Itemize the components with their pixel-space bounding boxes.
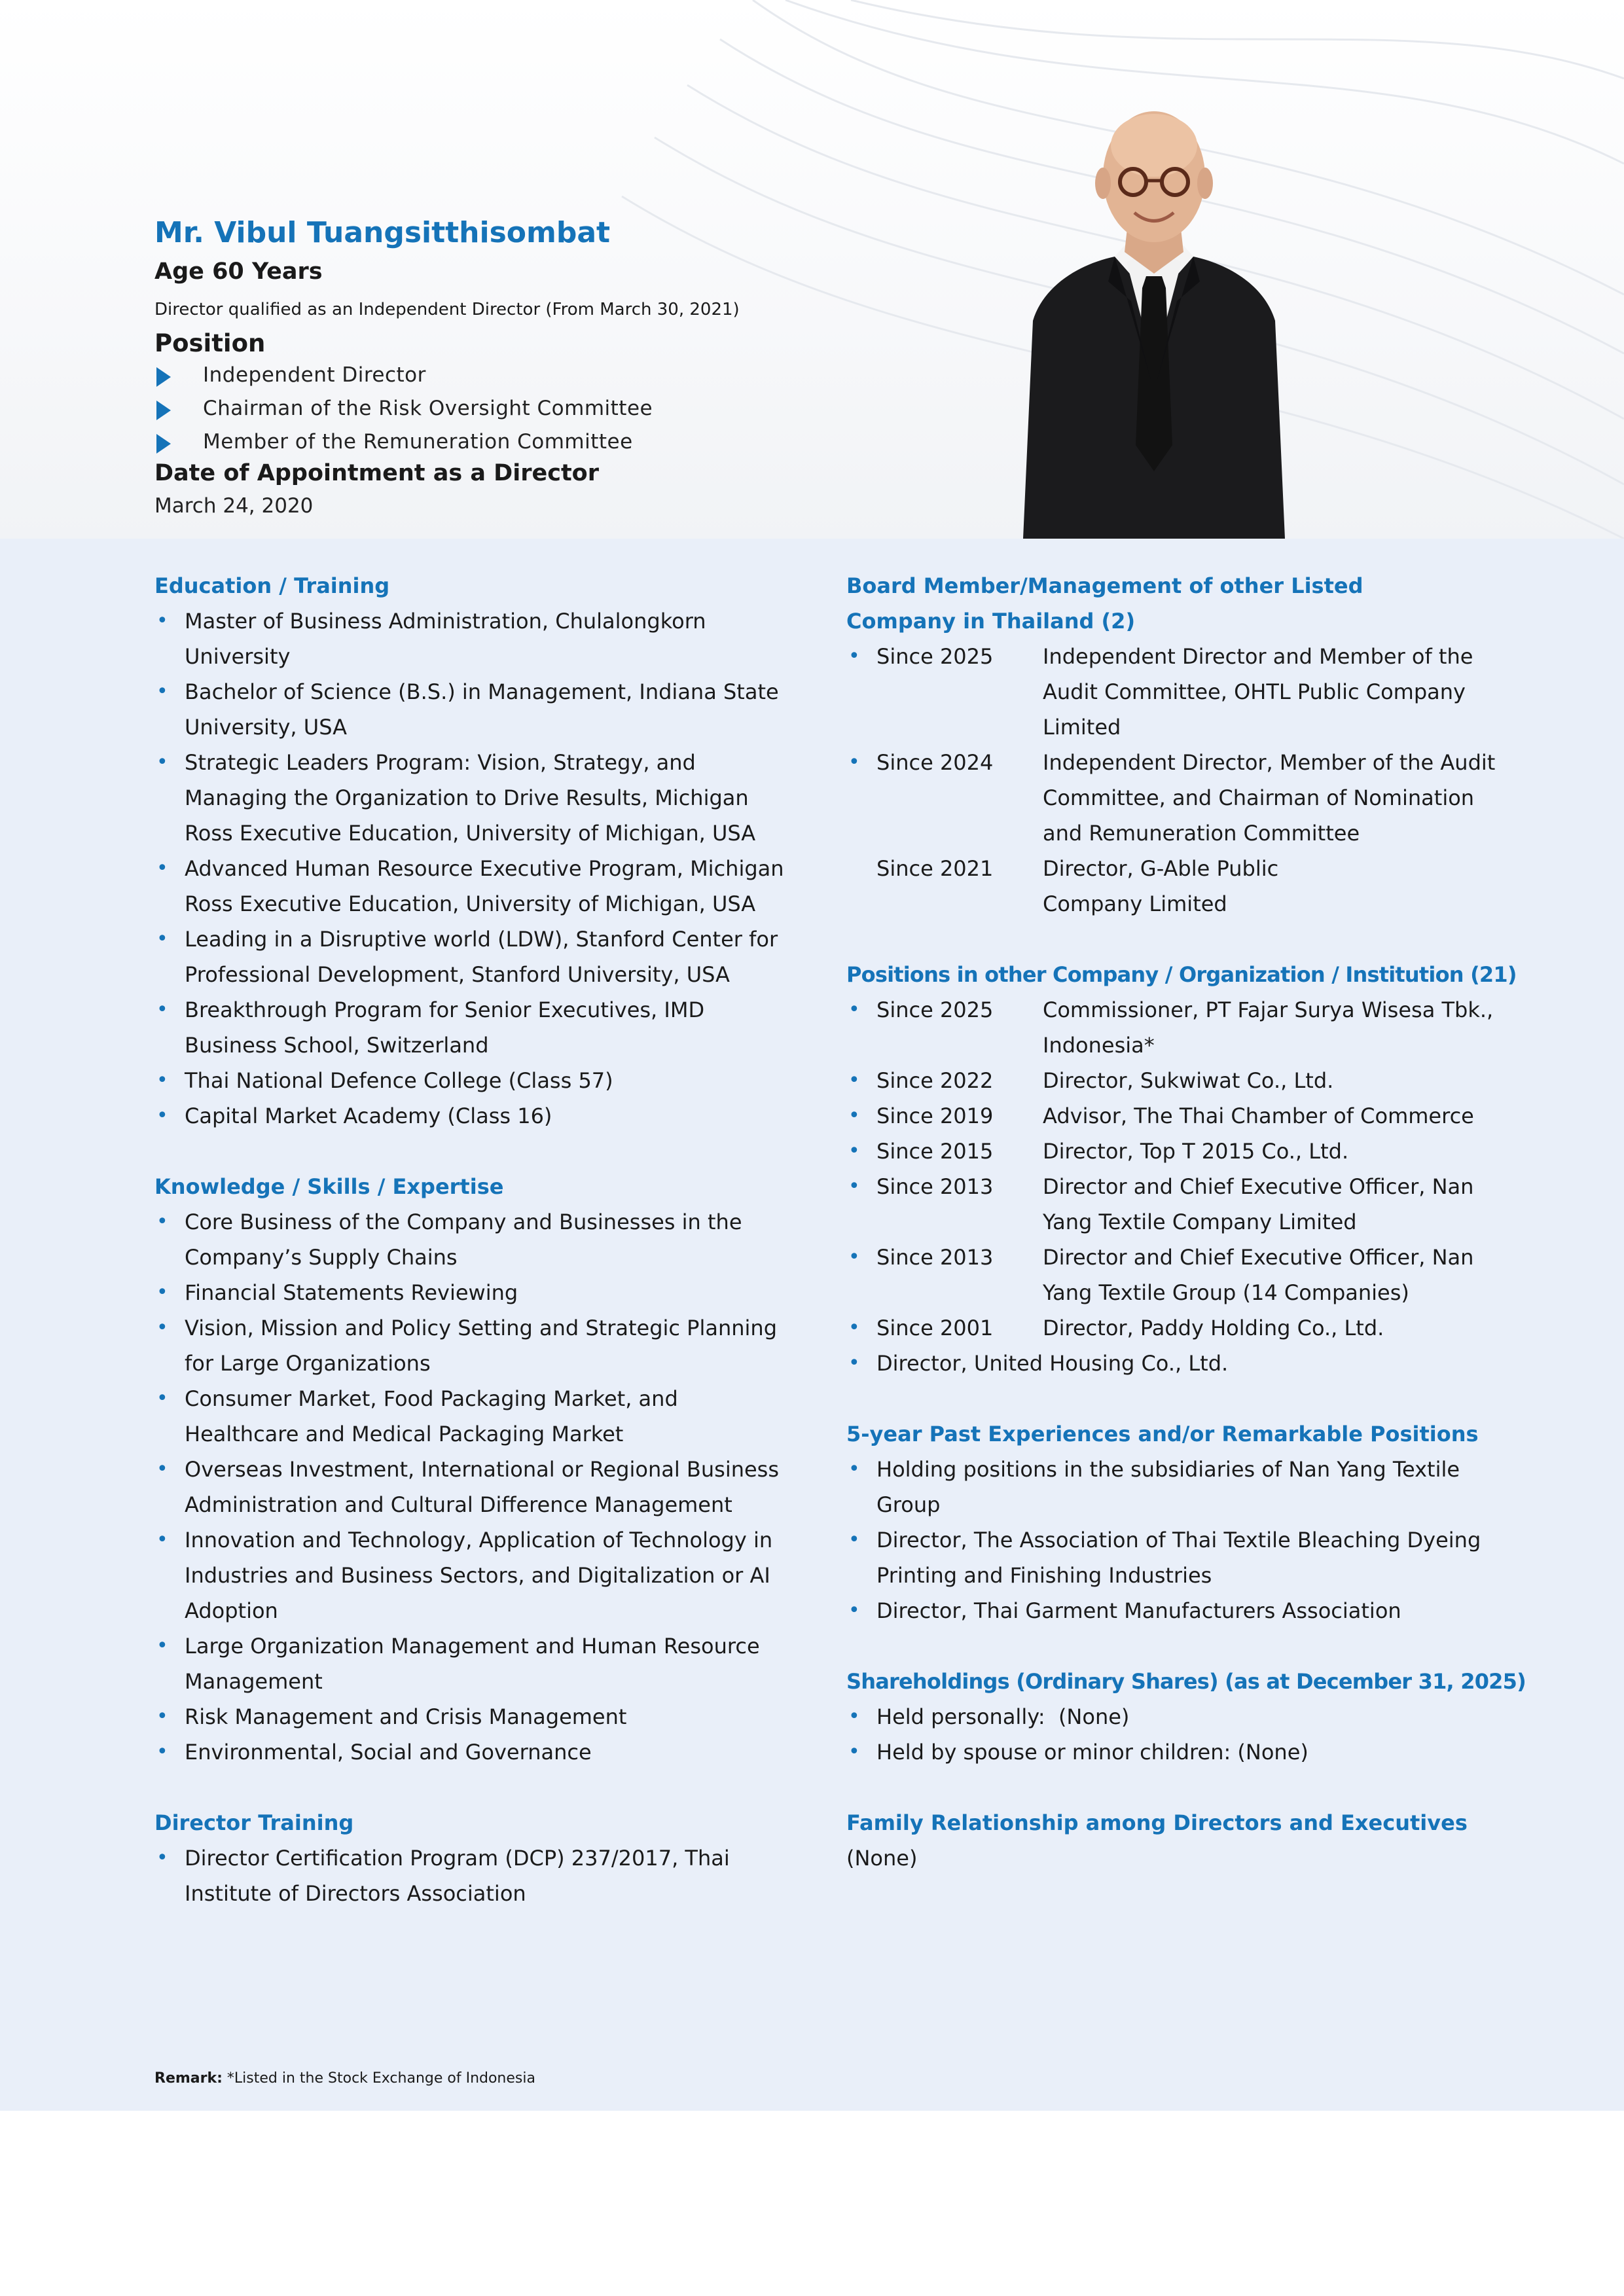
triangle-bullet-icon <box>156 434 171 454</box>
list-item: • Master of Business Administration, Chulalongkorn University <box>154 603 789 674</box>
position-item: Independent Director <box>154 363 653 397</box>
list-item: • Overseas Investment, International or Regional Business Administration and Cultural Difference Management <box>154 1452 789 1522</box>
bullet-icon: • <box>156 1740 168 1763</box>
list-item: • Held personally: (None) <box>846 1699 1501 1734</box>
triangle-bullet-icon <box>156 401 171 420</box>
triangle-bullet-icon <box>156 367 171 387</box>
list-item: • Innovation and Technology, Application of Technology in Industries and Business Sectors, and Digitalization or AI Adoption <box>154 1522 789 1628</box>
list-item: Since 2021 Director, G-Able Public Company Limited <box>876 856 1279 916</box>
bullet-icon: • <box>156 751 168 774</box>
director-age: Age 60 Years <box>154 259 323 285</box>
bullet-icon: • <box>848 1246 860 1268</box>
bullet-icon: • <box>848 1352 860 1374</box>
bullet-icon: • <box>848 1104 860 1127</box>
education-list <box>154 603 789 1134</box>
bullet-icon: • <box>848 1069 860 1092</box>
list-item: • Since 2001 Director, Paddy Holding Co., Ltd. <box>846 1310 1501 1346</box>
list-item: • Since 2013 Director and Chief Executive Officer, Nan Yang Textile Company Limited <box>846 1169 1501 1240</box>
bullet-icon: • <box>156 1705 168 1728</box>
remark-label: Remark: <box>154 2070 223 2087</box>
list-item: • Since 2019 Advisor, The Thai Chamber of Commerce <box>846 1098 1501 1134</box>
past-experience-heading: 5-year Past Experiences and/or Remarkable Positions <box>846 1422 1479 1446</box>
bullet-icon: • <box>848 1175 860 1198</box>
other-positions-list <box>846 992 1501 1381</box>
list-item: • Since 2025 Independent Director and Member of the Audit Committee, OHTL Public Company Limited <box>846 639 1501 745</box>
education-heading: Education / Training <box>154 573 390 598</box>
left-column <box>154 568 789 1911</box>
director-name: Mr. Vibul Tuangsitthisombat <box>154 216 611 249</box>
remark-text: *Listed in the Stock Exchange of Indonesia <box>222 2070 535 2087</box>
director-portrait <box>1017 105 1291 539</box>
family-relationship-heading: Family Relationship among Directors and Executives <box>846 1810 1468 1835</box>
list-item: • Director, Thai Garment Manufacturers Association <box>846 1593 1501 1628</box>
bullet-icon: • <box>156 1104 168 1127</box>
family-relationship-value: (None) <box>846 1846 918 1871</box>
bullet-icon: • <box>848 1316 860 1339</box>
bullet-icon: • <box>156 857 168 880</box>
bullet-icon: • <box>156 927 168 950</box>
list-item: • Since 2013 Director and Chief Executive Officer, Nan Yang Textile Group (14 Companies) <box>846 1240 1501 1310</box>
bullet-icon: • <box>848 1740 860 1763</box>
bullet-icon: • <box>156 609 168 632</box>
list-item: • Consumer Market, Food Packaging Market, and Healthcare and Medical Packaging Market <box>154 1381 789 1452</box>
position-heading: Position <box>154 329 266 357</box>
appointment-date: March 24, 2020 <box>154 494 314 518</box>
other-positions-heading: Positions in other Company / Organization / Institution (21) <box>846 962 1517 987</box>
bullet-icon: • <box>848 1139 860 1162</box>
bullet-icon: • <box>156 680 168 703</box>
bullet-icon: • <box>156 1528 168 1551</box>
bullet-icon: • <box>156 1387 168 1410</box>
bullet-icon: • <box>156 1069 168 1092</box>
bullet-icon: • <box>156 1281 168 1304</box>
past-experience-list <box>846 1452 1501 1628</box>
list-item: • Since 2015 Director, Top T 2015 Co., Ltd. <box>846 1134 1501 1169</box>
knowledge-heading: Knowledge / Skills / Expertise <box>154 1174 504 1199</box>
bullet-icon: • <box>156 1316 168 1339</box>
list-item: • Since 2022 Director, Sukwiwat Co., Ltd. <box>846 1063 1501 1098</box>
list-item: • Since 2024 Independent Director, Member of the Audit Committee, and Chairman of Nomination and Remuneration Committee <box>846 745 1501 851</box>
listed-company-list <box>846 639 1501 922</box>
listed-company-heading: Board Member/Management of other Listed Company in Thailand (2) <box>846 573 1363 634</box>
shareholdings-list <box>846 1699 1501 1770</box>
bullet-icon: • <box>848 1599 860 1622</box>
bullet-icon: • <box>848 751 860 774</box>
bullet-icon: • <box>156 1458 168 1480</box>
director-training-list <box>154 1840 789 1911</box>
list-item: • Director, The Association of Thai Textile Bleaching Dyeing Printing and Finishing Industries <box>846 1522 1501 1593</box>
director-training-heading: Director Training <box>154 1810 354 1835</box>
list-item: • Environmental, Social and Governance <box>154 1734 789 1770</box>
bullet-icon: • <box>156 1634 168 1657</box>
list-item: • Risk Management and Crisis Management <box>154 1699 789 1734</box>
appointment-heading: Date of Appointment as a Director <box>154 460 599 486</box>
list-item: • Breakthrough Program for Senior Executives, IMD Business School, Switzerland <box>154 992 789 1063</box>
list-item: • Held by spouse or minor children: (None) <box>846 1734 1501 1770</box>
bullet-icon: • <box>848 1705 860 1728</box>
bullet-icon: • <box>848 1458 860 1480</box>
list-item: • Director, United Housing Co., Ltd. <box>846 1346 1501 1381</box>
list-item: • Advanced Human Resource Executive Program, Michigan Ross Executive Education, University of Michigan, USA <box>154 851 789 922</box>
bullet-icon: • <box>156 998 168 1021</box>
bullet-icon: • <box>848 998 860 1021</box>
list-item: • Vision, Mission and Policy Setting and Strategic Planning for Large Organizations <box>154 1310 789 1381</box>
list-item: • Capital Market Academy (Class 16) <box>154 1098 789 1134</box>
list-item: • Holding positions in the subsidiaries of Nan Yang Textile Group <box>846 1452 1501 1522</box>
director-qualification: Director qualified as an Independent Director (From March 30, 2021) <box>154 300 740 319</box>
shareholdings-heading: Shareholdings (Ordinary Shares) (as at December 31, 2025) <box>846 1669 1526 1694</box>
list-item: • Bachelor of Science (B.S.) in Management, Indiana State University, USA <box>154 674 789 745</box>
list-item: • Core Business of the Company and Businesses in the Company’s Supply Chains <box>154 1204 789 1275</box>
knowledge-list <box>154 1204 789 1770</box>
bullet-icon: • <box>156 1210 168 1233</box>
position-item: Member of the Remuneration Committee <box>154 430 653 463</box>
list-item: • Thai National Defence College (Class 57) <box>154 1063 789 1098</box>
remark-note <box>154 2070 535 2087</box>
list-item: • Leading in a Disruptive world (LDW), Stanford Center for Professional Development, Stanford University, USA <box>154 922 789 992</box>
list-item: • Director Certification Program (DCP) 237/2017, Thai Institute of Directors Association <box>154 1840 789 1911</box>
list-item: • Strategic Leaders Program: Vision, Strategy, and Managing the Organization to Drive Results, Michigan Ross Executive Education, University of Michigan, USA <box>154 745 789 851</box>
position-item: Chairman of the Risk Oversight Committee <box>154 397 653 430</box>
list-item: • Since 2025 Commissioner, PT Fajar Surya Wisesa Tbk., Indonesia* <box>846 992 1501 1063</box>
list-item: • Financial Statements Reviewing <box>154 1275 789 1310</box>
bullet-icon: • <box>848 1528 860 1551</box>
bullet-icon: • <box>848 645 860 668</box>
bullet-icon: • <box>156 1846 168 1869</box>
list-item: • Large Organization Management and Human Resource Management <box>154 1628 789 1699</box>
right-column <box>846 568 1526 1876</box>
position-list <box>154 363 653 463</box>
